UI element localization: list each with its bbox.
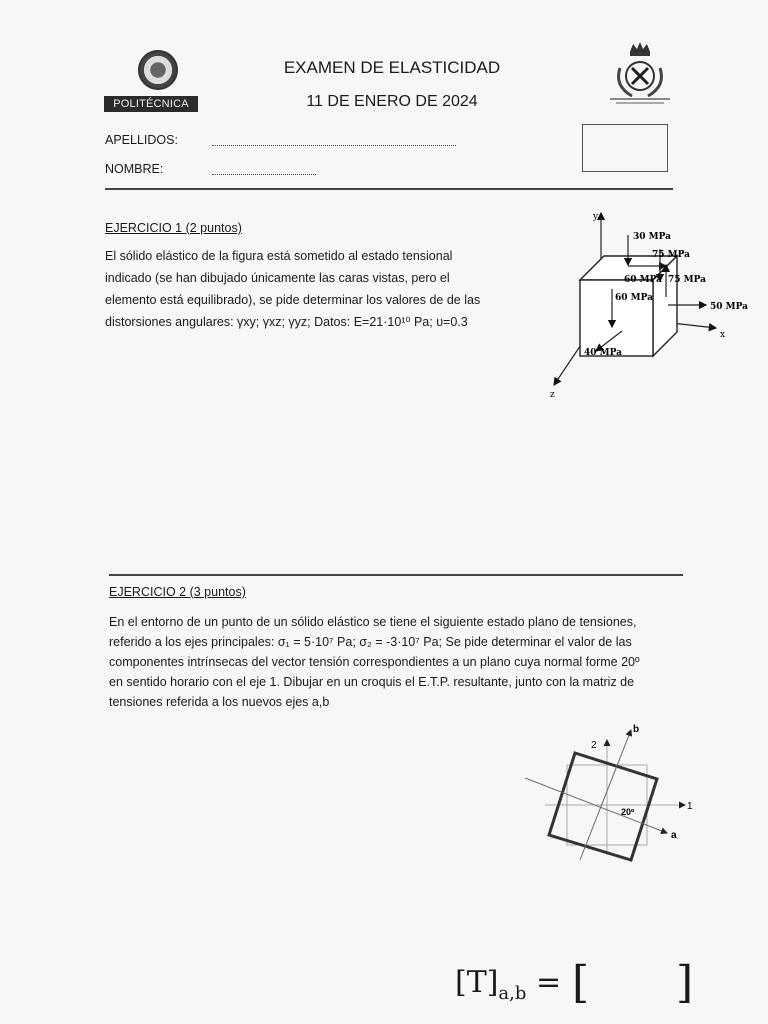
school-crest-icon xyxy=(604,38,676,108)
ex1-title: EJERCICIO 1 (2 puntos) xyxy=(105,221,242,235)
ex2-statement xyxy=(109,612,693,712)
ex1-line: indicado (se han dibujado únicamente las caras vistas, pero el xyxy=(105,271,450,285)
upm-logo xyxy=(104,50,204,116)
ex2-line: tensiones referida a los nuevos ejes a,b xyxy=(109,695,330,709)
axis-a-label: a xyxy=(671,830,677,841)
axis-b-label: b xyxy=(633,724,640,735)
matrix-subscript: a,b xyxy=(498,983,527,1004)
matrix-left-bracket: [ xyxy=(572,957,590,1008)
matrix-right-bracket: ] xyxy=(676,957,694,1008)
stress-75-label: 75 MPa xyxy=(652,250,690,260)
apellidos-label: APELLIDOS: xyxy=(105,133,178,147)
axis-y-label: y xyxy=(593,212,599,222)
stress-60-label: 60 MPa xyxy=(624,275,662,285)
angle-20-label: 20º xyxy=(621,807,635,817)
stress-60b-label: 60 MPa xyxy=(615,293,653,303)
ex2-divider xyxy=(109,574,683,576)
axis-z-label: z xyxy=(550,390,555,400)
header-divider xyxy=(105,188,673,190)
upm-seal-icon xyxy=(138,50,178,90)
ex2-rotated-element-figure xyxy=(525,720,700,865)
stress-40-label: 40 MPa xyxy=(584,348,622,358)
grade-box[interactable] xyxy=(582,124,668,172)
stress-75b-label: 75 MPa xyxy=(668,275,706,285)
ex2-line: En el entorno de un punto de un sólido elástico se tiene el siguiente estado plano de tensiones, xyxy=(109,615,637,629)
exam-date: 11 DE ENERO DE 2024 xyxy=(306,93,478,110)
upm-logo-label: POLITÉCNICA xyxy=(104,96,198,112)
matrix-equals: = xyxy=(535,965,562,1000)
stress-matrix-expression xyxy=(455,965,561,1004)
ex1-line: El sólido elástico de la figura está sometido al estado tensional xyxy=(105,249,453,263)
ex1-statement xyxy=(105,245,515,333)
axis-2-label: 2 xyxy=(591,740,597,751)
nombre-field[interactable] xyxy=(212,164,316,175)
ex2-title: EJERCICIO 2 (3 puntos) xyxy=(109,585,246,599)
ex1-line: distorsiones angulares: γxy; γxz; γyz; Datos: E=21·10¹⁰ Pa; υ=0.3 xyxy=(105,315,468,329)
matrix-lhs: [T] xyxy=(455,965,499,1000)
apellidos-field[interactable] xyxy=(212,135,456,146)
nombre-label: NOMBRE: xyxy=(105,162,164,176)
exam-title: EXAMEN DE ELASTICIDAD xyxy=(283,58,501,77)
axis-x-label: x xyxy=(720,330,726,340)
ex1-stress-cube-figure xyxy=(540,205,760,405)
stress-50-label: 50 MPa xyxy=(710,302,748,312)
ex2-line: referido a los ejes principales: σ₁ = 5·10⁷ Pa; σ₂ = -3·10⁷ Pa; Se pide determinar el valor de las xyxy=(109,635,632,649)
ex2-line: componentes intrínsecas del vector tensión correspondientes a un plano cuya normal forme 20º xyxy=(109,655,640,669)
ex1-line: elemento está equilibrado), se pide determinar los valores de de las xyxy=(105,293,481,307)
stress-30-label: 30 MPa xyxy=(633,232,671,242)
axis-1-label: 1 xyxy=(687,801,693,812)
ex2-line: en sentido horario con el eje 1. Dibujar en un croquis el E.T.P. resultante, junto con la matriz de xyxy=(109,675,635,689)
